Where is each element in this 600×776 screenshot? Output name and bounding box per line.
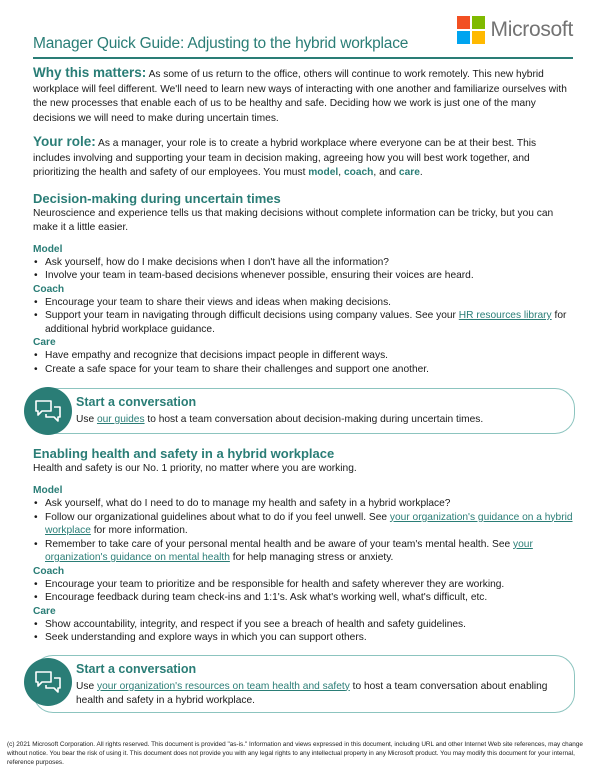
callout-text-post: to host a team conversation about decision-making during uncertain times. — [147, 414, 484, 425]
callout-text-post: to host a team conversation about enabling health and safety in a hybrid workplace. — [76, 680, 548, 706]
decision-coach-label: Coach — [33, 283, 65, 295]
health-intro: Health and safety is our No. 1 priority, no matter where you are working. — [33, 463, 357, 474]
role-model: model — [308, 167, 339, 178]
logo-square-red — [457, 16, 470, 29]
health-model-list — [33, 497, 575, 565]
list-item — [33, 309, 575, 336]
list-item: • Ask yourself, what do I need to do to manage my health and safety in a hybrid workplace? — [33, 497, 575, 511]
decision-intro: Neuroscience and experience tells us that making decisions without complete information can be tricky, but you can make it a little easier. — [33, 207, 554, 233]
role-lead: Your role: — [33, 134, 96, 149]
our-guides-link[interactable]: our guides — [96, 414, 145, 425]
list-item-text: for more information. — [93, 525, 188, 536]
list-item: • Encourage your team to share their views and ideas when making decisions. — [33, 296, 575, 310]
decision-model-list — [33, 256, 575, 283]
health-heading: Enabling health and safety in a hybrid workplace — [33, 446, 335, 461]
why-text: As some of us return to the office, others will continue to work remotely. This new hybrid workplace will feel different. We'll need to learn new ways of interacting with one another and familiarize ourselves with the new processes that enable each of us to be healthy and safe. Deciding how we work is just one of the many decisions we will need to make during uncertain times. — [33, 69, 567, 124]
title-divider — [33, 57, 573, 59]
microsoft-wordmark: Microsoft — [490, 18, 573, 41]
microsoft-logo-icon — [457, 16, 485, 44]
list-item: • Show accountability, integrity, and respect if you see a breach of health and safety guidelines. — [33, 618, 575, 632]
role-comma: , — [338, 167, 342, 178]
list-item-text: Follow our organizational guidelines about what to do if you feel unwell. See — [45, 511, 388, 523]
health-coach-list — [33, 578, 575, 605]
callout-text — [76, 413, 556, 427]
chat-bubbles-icon — [24, 658, 72, 706]
chat-bubbles-icon — [24, 387, 72, 435]
list-item: • Ask yourself, how do I make decisions when I don't have all the information? — [33, 256, 575, 270]
hr-resources-link[interactable]: HR resources library — [458, 310, 552, 321]
list-item: • Seek understanding and explore ways in which you can support others. — [33, 631, 575, 645]
callout-title: Start a conversation — [76, 661, 197, 676]
role-and: , and — [373, 167, 397, 178]
logo-square-blue — [457, 31, 470, 44]
logo-square-green — [472, 16, 485, 29]
decision-coach-list — [33, 296, 575, 337]
list-item — [33, 511, 575, 538]
why-paragraph — [33, 66, 575, 126]
microsoft-logo — [457, 16, 573, 44]
list-item-text: Remember to take care of your personal mental health and be aware of your team's mental health. See — [45, 538, 511, 550]
list-item: • Involve your team in team-based decisions whenever possible, ensuring their voices are heard. — [33, 269, 575, 283]
health-callout — [33, 655, 575, 713]
mental-health-link[interactable]: your organization's guidance on mental health — [45, 538, 533, 563]
team-health-resources-link[interactable]: your organization's resources on team health and safety — [96, 680, 350, 692]
list-item: • Have empathy and recognize that decisions impact people in different ways. — [33, 349, 575, 363]
callout-text-pre: Use — [76, 680, 95, 692]
decision-care-list — [33, 349, 575, 376]
why-lead: Why this matters: — [33, 65, 147, 80]
document-body — [33, 66, 575, 713]
logo-square-yellow — [472, 31, 485, 44]
decision-care-label: Care — [33, 337, 56, 348]
health-care-label: Care — [33, 605, 56, 617]
decision-model-label: Model — [33, 243, 63, 255]
role-text: As a manager, your role is to create a hybrid workplace where everyone can be at their best. This includes involving and supporting your team in decision making, agreeing how you will best work together, and prioritizing the health and safety of our employees. You must — [33, 138, 537, 178]
list-item-text: Support your team in navigating through difficult decisions using company values. See your — [45, 310, 456, 321]
decision-heading: Decision-making during uncertain times — [33, 190, 281, 206]
callout-text — [76, 680, 556, 708]
role-care: care — [398, 167, 420, 178]
callout-text-pre: Use — [76, 414, 95, 425]
page-title: Manager Quick Guide: Adjusting to the hybrid workplace — [33, 35, 409, 52]
decision-callout — [33, 388, 575, 434]
role-coach: coach — [343, 167, 374, 178]
header — [33, 14, 573, 62]
callout-title: Start a conversation — [76, 395, 197, 409]
list-item-text: for additional hybrid workplace guidance. — [45, 310, 567, 335]
hybrid-guidance-link[interactable]: your organization's guidance on a hybrid workplace — [45, 511, 573, 536]
list-item — [33, 538, 575, 565]
list-item: • Encourage your team to prioritize and be responsible for health and safety wherever they are working. — [33, 578, 575, 592]
health-coach-label: Coach — [33, 565, 65, 577]
role-period: . — [419, 167, 423, 178]
role-paragraph — [33, 135, 575, 181]
list-item-text: for help managing stress or anxiety. — [232, 552, 394, 563]
health-care-list — [33, 618, 575, 645]
list-item: • Create a safe space for your team to share their challenges and support one another. — [33, 363, 575, 377]
copyright-footer: (c) 2021 Microsoft Corporation. All rights reserved. This document is provided "as-is." Information and views expressed in this document, including URL and other Internet Web site references, may change without notice. You bear the risk of using it. This document does not provide you with any legal rights to any intellectual property in any Microsoft product. You may modify this document for your internal, reference purposes. — [7, 741, 583, 766]
list-item: • Encourage feedback during team check-ins and 1:1's. Ask what's working well, what's difficult, etc. — [33, 591, 575, 605]
health-model-label: Model — [33, 485, 63, 496]
